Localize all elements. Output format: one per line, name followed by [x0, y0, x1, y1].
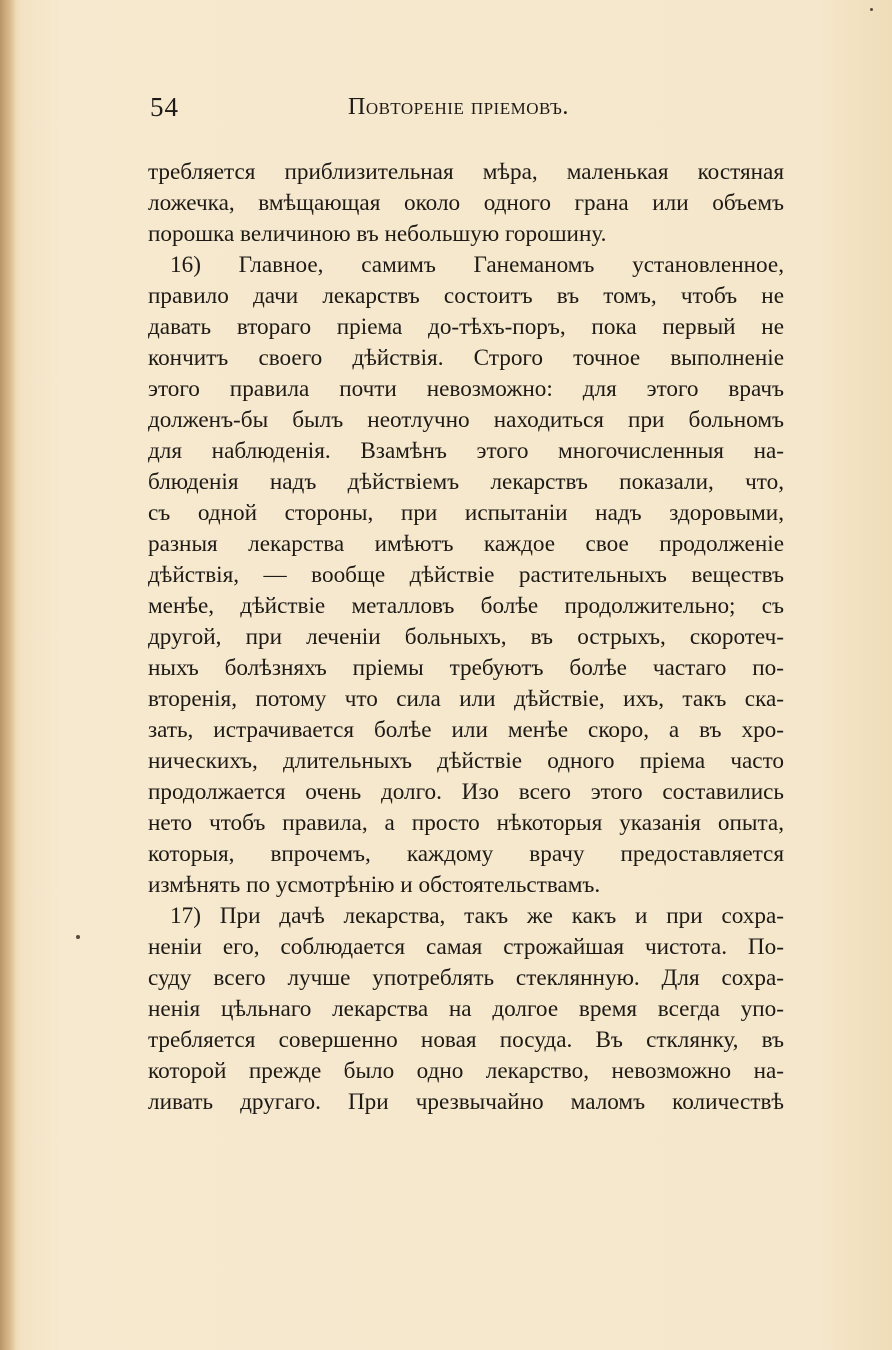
page-header: [150, 92, 790, 132]
text-line: зать, истрачивается болѣе или менѣе скоро, а въ хро-: [148, 717, 784, 743]
text-line: порошка величиною въ небольшую горошину.: [148, 221, 607, 247]
text-line: для наблюденiя. Взамѣнъ этого многочисленныя на-: [148, 438, 784, 464]
text-line: продолжается очень долго. Изо всего этого составились: [148, 779, 784, 805]
text-line: измѣнять по усмотрѣнiю и обстоятельствамъ.: [148, 872, 601, 898]
page-spine-edge: [0, 0, 16, 1350]
page-number: 54: [150, 92, 179, 122]
text-line: дѣйствiя, — вообще дѣйствiе растительныхъ веществъ: [148, 562, 784, 588]
text-line: ливать другаго. При чрезвычайно маломъ количествѣ: [148, 1089, 784, 1115]
text-line: менѣе, дѣйствiе металловъ болѣе продолжительно; съ: [148, 593, 784, 619]
text-line: требляется совершенно новая посуда. Въ стклянку, въ: [148, 1027, 784, 1053]
text-line: ныхъ болѣзняхъ прiемы требуютъ болѣе частаго по-: [148, 655, 784, 681]
text-line: правило дачи лекарствъ состоитъ въ томъ, чтобъ не: [148, 283, 784, 309]
text-line: кончитъ своего дѣйствiя. Строго точное выполненiе: [148, 345, 784, 371]
text-line: нето чтобъ правила, а просто нѣкоторыя указанiя опыта,: [148, 810, 784, 836]
text-line: съ одной стороны, при испытанiи надъ здоровыми,: [148, 500, 784, 526]
text-line: ненiя цѣльнаго лекарства на долгое время всегда упо-: [148, 996, 784, 1022]
running-title: Повторенiе прiемовъ.: [348, 94, 569, 120]
text-line: разныя лекарства имѣютъ каждое свое продолженiе: [148, 531, 784, 557]
text-line: которой прежде было одно лекарство, невозможно на-: [148, 1058, 784, 1084]
text-line: требляется приблизительная мѣра, маленькая костяная: [148, 159, 784, 185]
text-line: другой, при леченiи больныхъ, въ острыхъ, скоротеч-: [148, 624, 784, 650]
body-text: [148, 157, 784, 1118]
text-line: ническихъ, длительныхъ дѣйствiе одного прiема часто: [148, 748, 784, 774]
text-line: вторенiя, потому что сила или дѣйствiе, ихъ, такъ ска-: [148, 686, 784, 712]
ink-speck: [870, 8, 873, 11]
text-line: блюденiя надъ дѣйствiемъ лекарствъ показали, что,: [148, 469, 784, 495]
text-line: 17) При дачѣ лекарства, такъ же какъ и при сохра-: [170, 903, 784, 929]
text-line: долженъ-бы былъ неотлучно находиться при больномъ: [148, 407, 784, 433]
text-line: которыя, впрочемъ, каждому врачу предоставляется: [148, 841, 784, 867]
text-line: 16) Главное, самимъ Ганеманомъ установленное,: [170, 252, 784, 278]
text-line: ложечка, вмѣщающая около одного грана или объемъ: [148, 190, 784, 216]
text-line: ненiи его, соблюдается самая строжайшая чистота. По-: [148, 934, 784, 960]
ink-speck: [76, 935, 80, 939]
text-line: давать втораго прiема до-тѣхъ-поръ, пока первый не: [148, 314, 784, 340]
text-line: этого правила почти невозможно: для этого врачъ: [148, 376, 784, 402]
text-line: суду всего лучше употреблять стеклянную. Для сохра-: [148, 965, 784, 991]
